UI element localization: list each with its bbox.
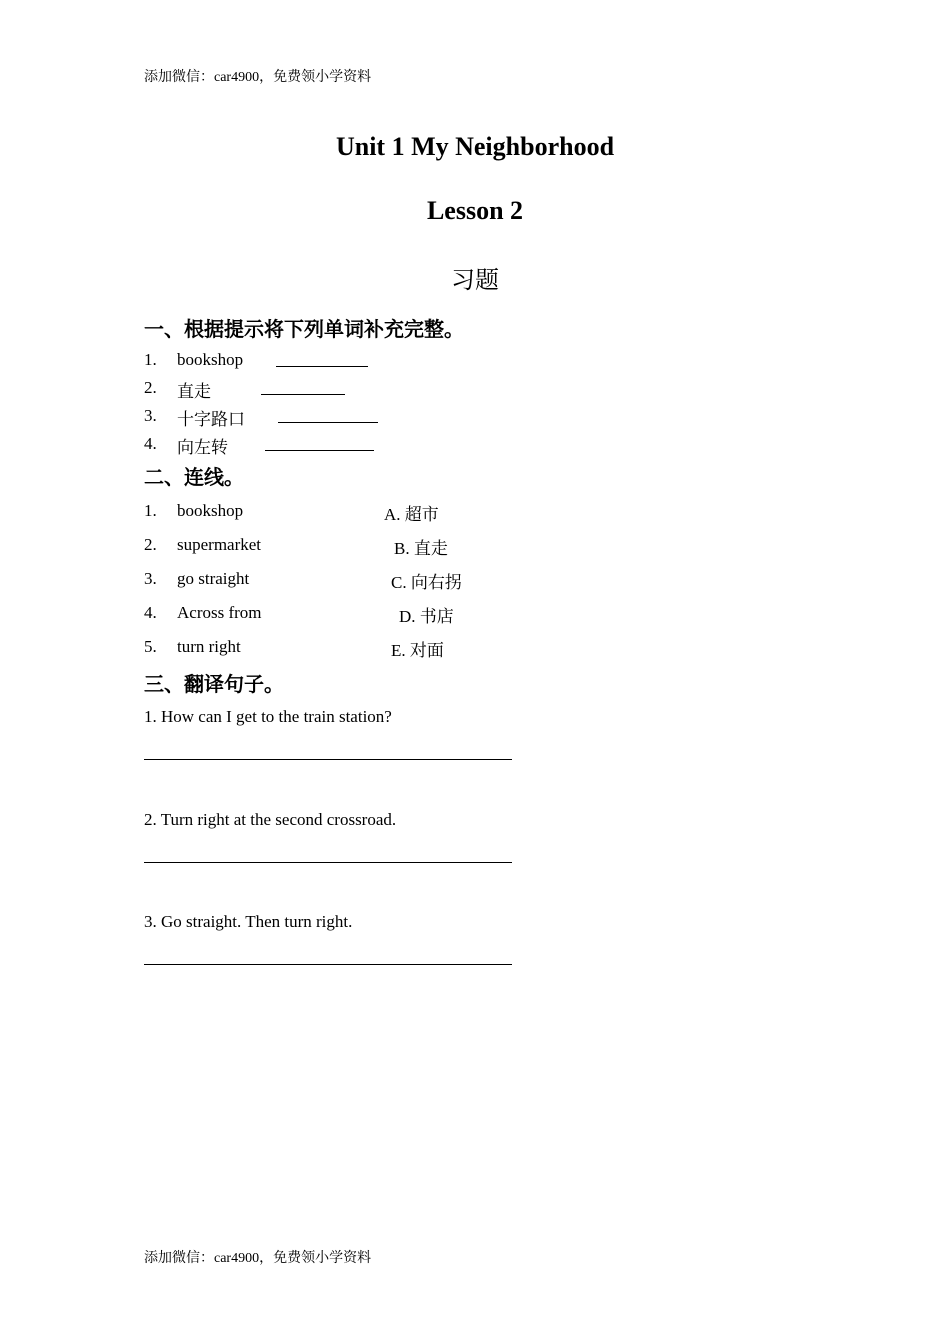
footer-note: 添加微信：car4900，免费领小学资料 [144,1251,372,1266]
s1-item3-number: 3. [144,406,157,425]
s2-item3-number: 3. [144,569,157,588]
section2-heading: 二、连线。 [144,465,244,489]
s3-sentence3: 3. Go straight. Then turn right. [144,912,353,931]
section3-heading: 三、翻译句子。 [144,672,284,696]
s3-answer3-line[interactable] [144,964,512,965]
s2-item5-left: turn right [177,637,241,656]
s2-item4-right: D. 书店 [399,607,454,626]
s1-item4-number: 4. [144,434,157,453]
header-note: 添加微信：car4900，免费领小学资料 [144,70,372,85]
s2-item3-left: go straight [177,569,250,588]
s2-item5-number: 5. [144,637,157,656]
s3-answer1-line[interactable] [144,759,512,760]
s2-item2-left: supermarket [177,535,262,554]
s2-item2-right: B. 直走 [394,539,448,558]
s1-item2-text: 直走 [177,382,211,401]
s2-item1-right: A. 超市 [384,505,439,524]
s1-item1-blank[interactable] [276,366,368,367]
s2-item1-left: bookshop [177,501,244,520]
unit-title: Unit 1 My Neighborhood [335,132,615,161]
s1-item4-blank[interactable] [265,450,374,451]
exercise-title: 习题 [451,266,499,294]
s3-answer2-line[interactable] [144,862,512,863]
section1-heading: 一、根据提示将下列单词补充完整。 [144,317,464,341]
s2-item1-number: 1. [144,501,157,520]
s1-item4-text: 向左转 [177,438,228,457]
s1-item2-blank[interactable] [261,394,345,395]
s1-item3-text: 十字路口 [177,410,245,429]
s1-item3-blank[interactable] [278,422,378,423]
s2-item4-number: 4. [144,603,157,622]
s3-sentence1: 1. How can I get to the train station? [144,707,392,726]
s3-sentence2: 2. Turn right at the second crossroad. [144,810,397,829]
s2-item2-number: 2. [144,535,157,554]
s2-item4-left: Across from [177,603,262,622]
lesson-title: Lesson 2 [426,196,524,225]
s2-item5-right: E. 对面 [391,641,444,660]
s1-item1-number: 1. [144,350,157,369]
s2-item3-right: C. 向右拐 [391,573,462,592]
s1-item2-number: 2. [144,378,157,397]
s1-item1-text: bookshop [177,350,244,369]
